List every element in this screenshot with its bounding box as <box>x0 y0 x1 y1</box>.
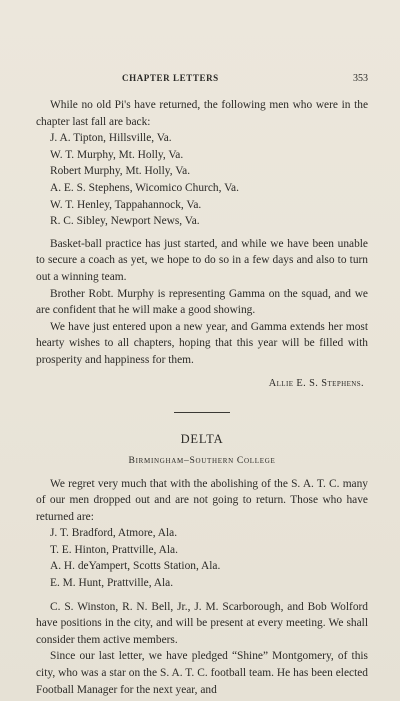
member-entry: A. H. deYampert, Scotts Station, Ala. <box>50 560 221 573</box>
delta-intro-paragraph: We regret very much that with the abolishing of the S. A. T. C. many of our men dropped out and are not going to return. Those who have returned are: <box>36 477 368 523</box>
running-head-title: CHAPTER LETTERS <box>122 73 219 83</box>
delta-college-name: Birmingham–Southern College <box>128 454 276 466</box>
member-entry: E. M. Hunt, Prattville, Ala. <box>50 577 174 590</box>
page-number: 353 <box>353 73 368 84</box>
delta-positions-paragraph: C. S. Winston, R. N. Bell, Jr., J. M. Scarborough, and Bob Wolford have positions in the city, and will be present at every meeting. We shall consider them active members. <box>36 600 368 646</box>
delta-pledge-paragraph: Since our last letter, we have pledged “Shine” Montgomery, of this city, who was a star on the S. A. T. C. football team. He has been elected Football Manager for the next year, and <box>36 650 368 696</box>
member-entry: A. E. S. Stephens, Wicomico Church, Va. <box>50 181 239 194</box>
member-entry: J. T. Bradford, Atmore, Ala. <box>50 527 178 540</box>
gamma-new-year-paragraph: We have just entered upon a new year, and Gamma extends her most hearty wishes to all chapters, hoping that this year will be filled with prosperity and happiness for them. <box>36 320 368 366</box>
member-entry: W. T. Henley, Tappahannock, Va. <box>50 198 202 211</box>
delta-chapter-letter <box>36 432 368 699</box>
member-entry: J. A. Tipton, Hillsville, Va. <box>50 132 172 145</box>
delta-member-list <box>36 525 368 591</box>
running-head <box>36 73 368 84</box>
gamma-signature: Allie E. S. Stephens. <box>268 377 364 389</box>
section-divider <box>174 412 230 413</box>
member-entry: Robert Murphy, Mt. Holly, Va. <box>50 165 191 178</box>
member-entry: W. T. Murphy, Mt. Holly, Va. <box>50 148 184 161</box>
member-entry: R. C. Sibley, Newport News, Va. <box>50 215 200 228</box>
gamma-member-list <box>36 130 368 230</box>
gamma-intro-paragraph: While no old Pi's have returned, the following men who were in the chapter last fall are back: <box>36 99 368 128</box>
gamma-basketball-paragraph: Basket-ball practice has just started, and while we have been unable to secure a coach as yet, we hope to do so in a few days and also to turn out a winning team. <box>36 237 368 283</box>
member-entry: T. E. Hinton, Prattville, Ala. <box>50 543 178 556</box>
delta-section-title: DELTA <box>180 431 224 446</box>
gamma-squad-paragraph: Brother Robt. Murphy is representing Gamma on the squad, and we are confident that he will make a good showing. <box>36 287 368 317</box>
gamma-chapter-letter <box>36 97 368 389</box>
